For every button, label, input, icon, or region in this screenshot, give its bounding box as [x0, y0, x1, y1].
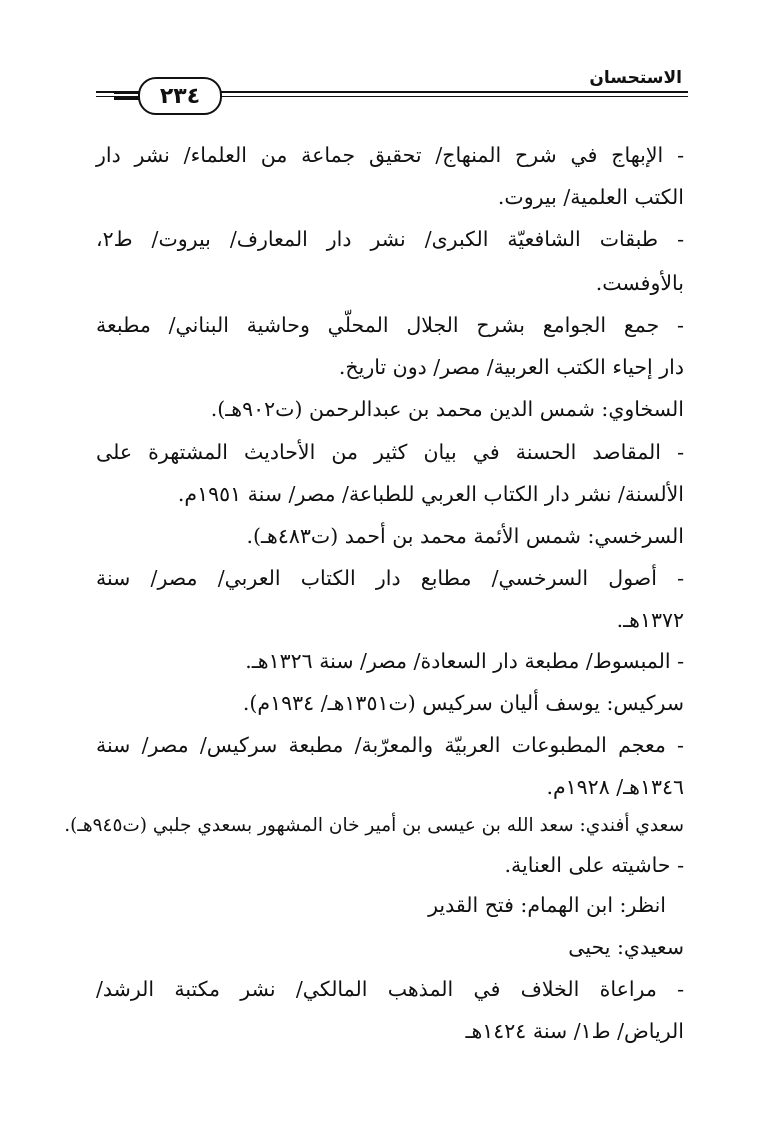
cross-reference: انظر: ابن الهمام: فتح القدير: [428, 893, 666, 917]
text-line: الرياض/ ط١/ سنة ١٤٢٤هـ: [465, 1019, 684, 1043]
text-line: الكتب العلمية/ بيروت.: [497, 185, 684, 209]
author-entry: سركيس: يوسف أليان سركيس (ت١٣٥١هـ/ ١٩٣٤م).: [242, 691, 684, 715]
page-number: ٢٣٤: [138, 77, 222, 115]
text-line: بالأوفست.: [595, 271, 684, 295]
page-number-ornament-lower: [114, 97, 140, 100]
text-line: - حاشيته على العناية.: [504, 853, 684, 877]
text-line: - المقاصد الحسنة في بيان كثير من الأحاديث المشتهرة على: [96, 440, 684, 464]
author-entry: سعدي أفندي: سعد الله بن عيسى بن أمير خان المشهور بسعدي جلبي (ت٩٤٥هـ).: [64, 815, 684, 836]
text-line: - الإبهاج في شرح المنهاج/ تحقيق جماعة من العلماء/ نشر دار: [96, 143, 684, 167]
author-entry: السرخسي: شمس الأئمة محمد بن أحمد (ت٤٨٣هـ).: [246, 524, 684, 548]
text-line: - المبسوط/ مطبعة دار السعادة/ مصر/ سنة ١٣٢٦هـ.: [245, 649, 684, 673]
text-line: - معجم المطبوعات العربيّة والمعرّبة/ مطبعة سركيس/ مصر/ سنة: [96, 733, 684, 757]
text-line: الألسنة/ نشر دار الكتاب العربي للطباعة/ مصر/ سنة ١٩٥١م.: [177, 482, 684, 506]
text-line: دار إحياء الكتب العربية/ مصر/ دون تاريخ.: [338, 355, 684, 379]
text-line: ١٣٤٦هـ/ ١٩٢٨م.: [546, 775, 684, 799]
text-line: ١٣٧٢هـ.: [616, 608, 684, 632]
text-line: - أصول السرخسي/ مطابع دار الكتاب العربي/ مصر/ سنة: [96, 566, 684, 590]
author-entry: السخاوي: شمس الدين محمد بن عبدالرحمن (ت٩٠٢هـ).: [210, 397, 684, 421]
running-head: الاستحسان: [589, 68, 682, 88]
text-line: - مراعاة الخلاف في المذهب المالكي/ نشر مكتبة الرشد/: [96, 977, 684, 1001]
text-line: - طبقات الشافعيّة الكبرى/ نشر دار المعارف/ بيروت/ ط٢،: [96, 227, 684, 251]
page-number-ornament: [114, 91, 140, 94]
text-line: - جمع الجوامع بشرح الجلال المحلّي وحاشية البناني/ مطبعة: [96, 313, 684, 337]
author-entry: سعيدي: يحيى: [568, 935, 684, 959]
